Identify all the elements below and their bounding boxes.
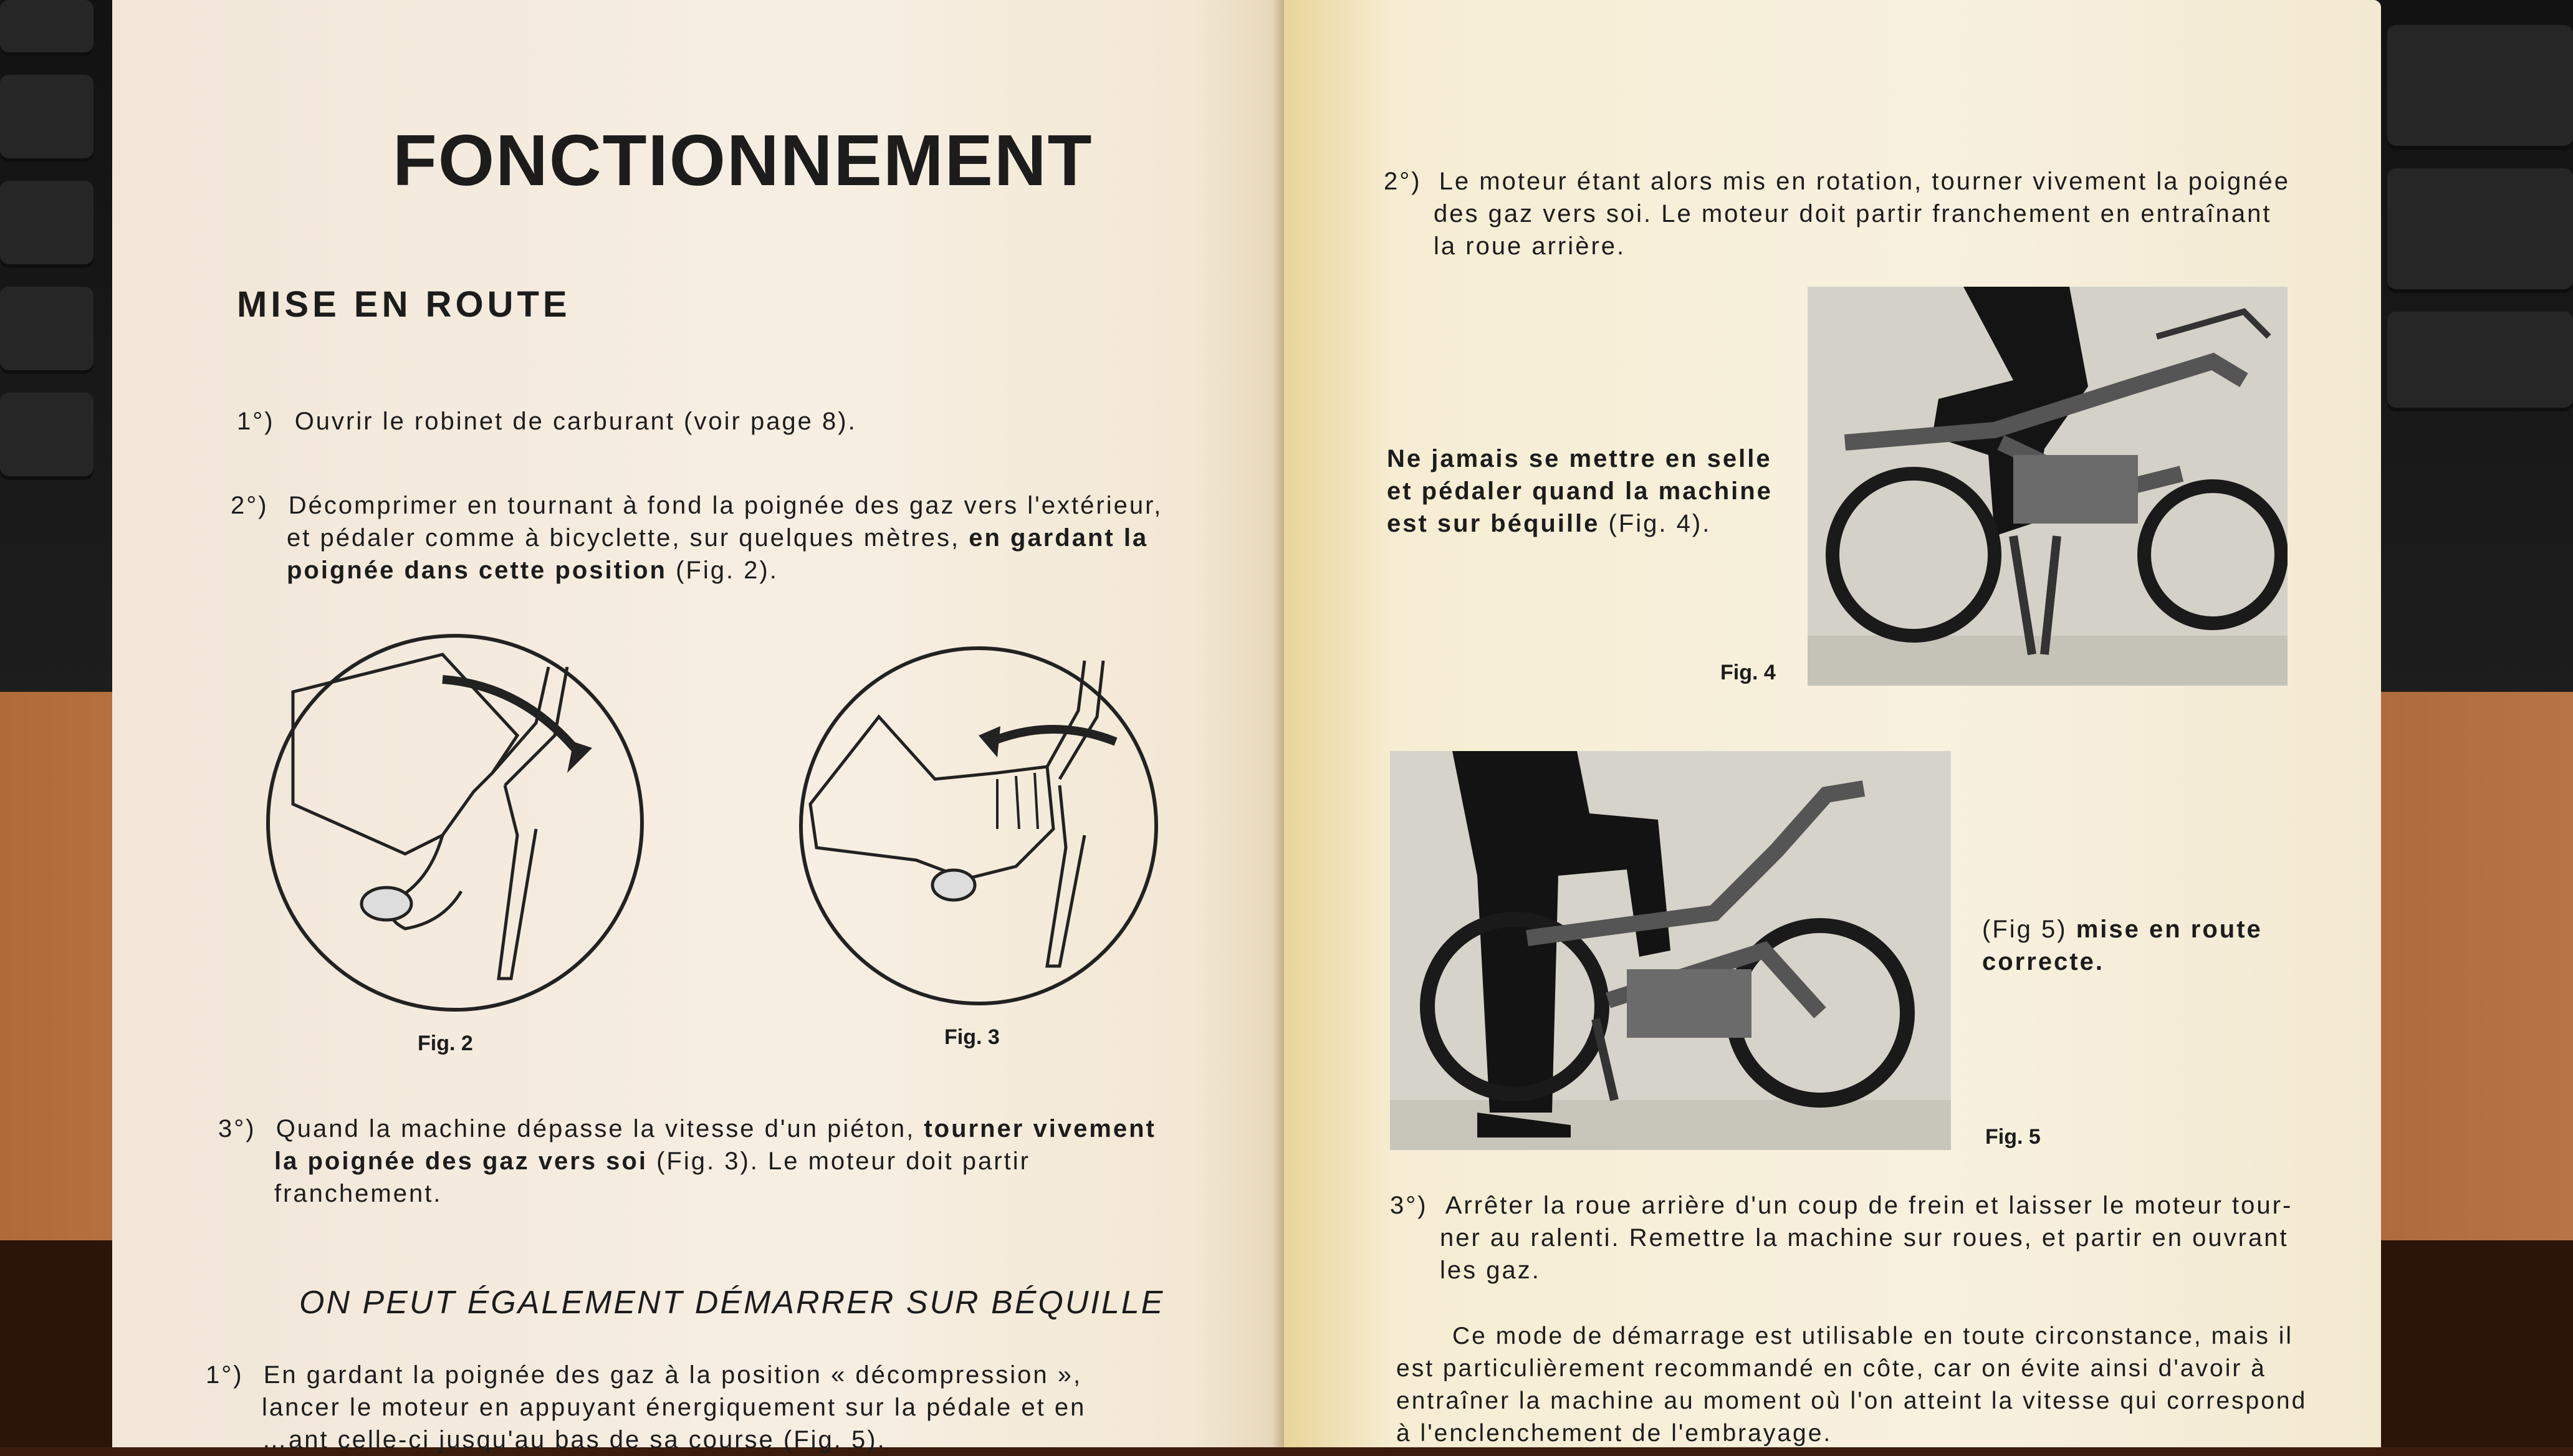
paragraph-line: est particulièrement recommandé en côte, car on évite ainsi d'avoir à bbox=[1396, 1355, 2266, 1382]
step-text: Arrêter la roue arrière d'un coup de frein et laisser le moteur tour- bbox=[1445, 1192, 2293, 1219]
step-text-bold: poignée dans cette position bbox=[287, 557, 667, 584]
warning-text: est sur béquille bbox=[1387, 510, 1600, 537]
step-3 bbox=[218, 1113, 1296, 1210]
right-page bbox=[1284, 0, 2381, 1447]
step-number: 1°) bbox=[206, 1361, 244, 1389]
warning-note bbox=[1387, 443, 1773, 540]
step-text: ner au ralenti. Remettre la machine sur roues, et partir en ouvrant bbox=[1440, 1224, 2289, 1252]
step-text: franchement. bbox=[274, 1180, 443, 1207]
step-text: Ouvrir le robinet de carburant (voir page 8). bbox=[294, 408, 857, 435]
step-text: et pédaler comme à bicyclette, sur quelques mètres, bbox=[287, 524, 969, 552]
fig-2-caption: Fig. 2 bbox=[418, 1032, 473, 1055]
step-text: En gardant la poignée des gaz à la position « décompression », bbox=[263, 1361, 1083, 1389]
fig-5-caption: Fig. 5 bbox=[1985, 1125, 2041, 1149]
rider-starting-moped-photo bbox=[1390, 751, 1951, 1150]
keyboard-key bbox=[2387, 25, 2573, 150]
step-text: …ant celle-ci jusqu'au bas de sa course (Fig. 5). bbox=[262, 1426, 886, 1454]
step-text: la roue arrière. bbox=[1434, 232, 1626, 260]
left-page bbox=[112, 0, 1284, 1454]
step-number: 3°) bbox=[218, 1115, 256, 1142]
keyboard-key bbox=[0, 287, 93, 374]
fig-4-caption: Fig. 4 bbox=[1720, 661, 1776, 684]
fig-3-illustration bbox=[792, 642, 1166, 1010]
fig-5-label bbox=[1982, 913, 2263, 978]
step-number: 2°) bbox=[231, 492, 269, 519]
paragraph-line: à l'enclenchement de l'embrayage. bbox=[1396, 1420, 1833, 1447]
step-number: 1°) bbox=[237, 408, 275, 435]
step-text: (Fig. 2). bbox=[666, 557, 779, 584]
moped-on-stand-photo bbox=[1808, 287, 2288, 686]
step-text-bold: la poignée des gaz vers soi bbox=[274, 1147, 648, 1175]
step-text: Décomprimer en tournant à fond la poignée des gaz vers l'extérieur, bbox=[288, 492, 1163, 519]
keyboard-key bbox=[2387, 312, 2573, 411]
warning-text: Ne jamais se mettre en selle bbox=[1387, 445, 1772, 472]
keyboard-key bbox=[0, 393, 93, 480]
alt-step-1 bbox=[206, 1359, 1296, 1456]
fig-5-photo bbox=[1390, 751, 1951, 1150]
step-text: (Fig. 3). Le moteur doit partir bbox=[647, 1147, 1030, 1175]
keyboard-key bbox=[0, 0, 93, 56]
step-number: 2°) bbox=[1384, 168, 1422, 195]
warning-text-ref: (Fig. 4). bbox=[1599, 510, 1712, 537]
alternate-start-heading: ON PEUT ÉGALEMENT DÉMARRER SUR BÉQUILLE bbox=[299, 1285, 1165, 1321]
fig-5-label-bold: correcte. bbox=[1982, 948, 2104, 975]
keyboard-key bbox=[0, 181, 93, 268]
step-2 bbox=[231, 489, 1303, 587]
step-text-bold: en gardant la bbox=[969, 524, 1149, 552]
keyboard-key bbox=[2387, 168, 2573, 293]
fig-4-photo bbox=[1808, 287, 2288, 686]
section-heading: MISE EN ROUTE bbox=[237, 284, 571, 325]
paragraph-line: entraîner la machine au moment où l'on atteint la vitesse qui correspond bbox=[1396, 1387, 2307, 1414]
warning-text: et pédaler quand la machine bbox=[1387, 477, 1773, 505]
fig-5-ref: (Fig 5) bbox=[1982, 916, 2076, 943]
step-text: Quand la machine dépasse la vitesse d'un piéton, bbox=[276, 1115, 924, 1142]
step-text: lancer le moteur en appuyant énergiquement sur la pédale et en bbox=[262, 1394, 1086, 1421]
step-text: Le moteur étant alors mis en rotation, tourner vivement la poignée bbox=[1439, 168, 2290, 195]
closing-paragraph bbox=[1396, 1320, 2369, 1450]
step-text: des gaz vers soi. Le moteur doit partir franchement en entraînant bbox=[1434, 200, 2272, 228]
right-step-3 bbox=[1390, 1189, 2362, 1286]
fig-5-label-bold: mise en route bbox=[2076, 916, 2263, 943]
step-text-bold: tourner vivement bbox=[924, 1115, 1156, 1142]
keyboard-key bbox=[0, 75, 93, 162]
right-step-2 bbox=[1384, 165, 2356, 262]
page-title: FONCTIONNEMENT bbox=[393, 120, 1093, 201]
fig-2-illustration bbox=[256, 630, 654, 1016]
paragraph-line: Ce mode de démarrage est utilisable en toute circonstance, mais il bbox=[1452, 1323, 2294, 1349]
step-text: les gaz. bbox=[1440, 1257, 1541, 1284]
step-1 bbox=[237, 405, 857, 438]
step-number: 3°) bbox=[1390, 1192, 1428, 1219]
fig-3-caption: Fig. 3 bbox=[944, 1025, 1000, 1049]
